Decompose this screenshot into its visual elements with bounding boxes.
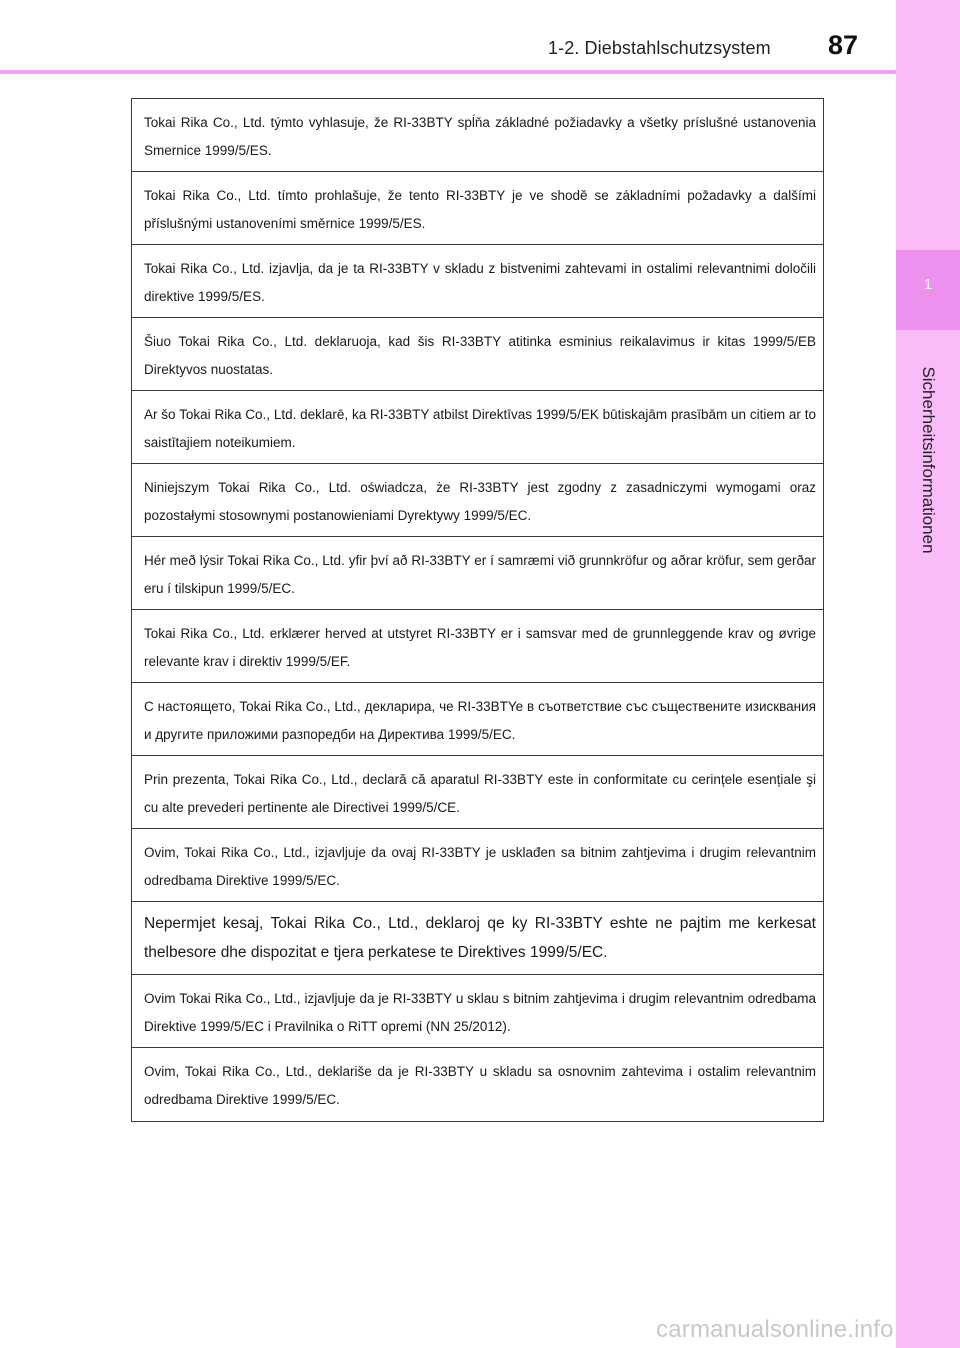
declaration-bulgarian: С настоящето, Tokai Rika Co., Ltd., декларира, че RI-33BTYe в съответствие със съществените изисквания и другите приложими разпоредби на Директива 1999/5/ЕС. [132, 683, 823, 756]
declaration-slovak: Tokai Rika Co., Ltd. týmto vyhlasuje, že RI-33BTY spĺňa základné požiadavky a všetky príslušné ustanovenia Smernice 1999/5/ES. [132, 99, 823, 172]
chapter-number: 1 [923, 276, 933, 293]
declaration-icelandic: Hér með lýsir Tokai Rika Co., Ltd. yfir því að RI-33BTY er í samræmi við grunnkröfur og aðrar kröfur, sem gerðar eru í tilskipun 1999/5/EC. [132, 537, 823, 610]
declaration-croatian: Ovim Tokai Rika Co., Ltd., izjavljuje da je RI-33BTY u sklau s bitnim zahtjevima i drugim relevantnim odredbama Direktive 1999/5/EC i Pravilnika o RiTT opremi (NN 25/2012). [132, 975, 823, 1048]
declaration-slovenian: Tokai Rika Co., Ltd. izjavlja, da je ta RI-33BTY v skladu z bistvenimi zahtevami in ostalimi relevantnimi določili direktive 1999/5/ES. [132, 245, 823, 318]
declaration-bosnian: Ovim, Tokai Rika Co., Ltd., izjavljuje da ovaj RI-33BTY je usklađen sa bitnim zahtjevima i drugim relevantnim odredbama Direktive 1999/5/EC. [132, 829, 823, 902]
watermark: carmanualsonline.info [656, 1316, 894, 1343]
declaration-lithuanian: Šiuo Tokai Rika Co., Ltd. deklaruoja, kad šis RI-33BTY atitinka esminius reikalavimus ir kitas 1999/5/EB Direktyvos nuostatas. [132, 318, 823, 391]
chapter-side-tab [896, 0, 960, 1348]
declaration-polish: Niniejszym Tokai Rika Co., Ltd. oświadcza, że RI-33BTY jest zgodny z zasadniczymi wymogami oraz pozostałymi stosownymi postanowieniami Dyrektywy 1999/5/EC. [132, 464, 823, 537]
declaration-norwegian: Tokai Rika Co., Ltd. erklærer herved at utstyret RI-33BTY er i samsvar med de grunnleggende krav og øvrige relevante krav i direktiv 1999/5/EF. [132, 610, 823, 683]
declaration-latvian: Ar šo Tokai Rika Co., Ltd. deklarē, ka RI-33BTY atbilst Direktīvas 1999/5/EK būtiskajām prasībām un citiem ar to saistītajiem noteikumiem. [132, 391, 823, 464]
declaration-albanian: Nepermjet kesaj, Tokai Rika Co., Ltd., deklaroj qe ky RI-33BTY eshte ne pajtim me kerkesat thelbesore dhe dispozitat e tjera perkatese te Direktives 1999/5/EC. [132, 902, 823, 975]
declaration-czech: Tokai Rika Co., Ltd. tímto prohlašuje, že tento RI-33BTY je ve shodě se základními požadavky a dalšími příslušnými ustanoveními směrnice 1999/5/ES. [132, 172, 823, 245]
page-number: 87 [828, 30, 859, 60]
declaration-romanian: Prin prezenta, Tokai Rika Co., Ltd., declară că aparatul RI-33BTY este in conformitate cu cerințele esențiale şi cu alte prevederi pertinente ale Directivei 1999/5/CE. [132, 756, 823, 829]
header-divider [0, 70, 896, 74]
chapter-label: Sicherheitsinformationen [919, 366, 938, 554]
section-title: 1-2. Diebstahlschutzsystem [548, 38, 771, 58]
declarations-table [131, 98, 824, 1122]
declaration-serbian: Ovim, Tokai Rika Co., Ltd., deklariše da je RI-33BTY u skladu sa osnovnim zahtevima i ostalim relevantnim odredbama Direktive 1999/5/EC. [144, 1064, 816, 1107]
